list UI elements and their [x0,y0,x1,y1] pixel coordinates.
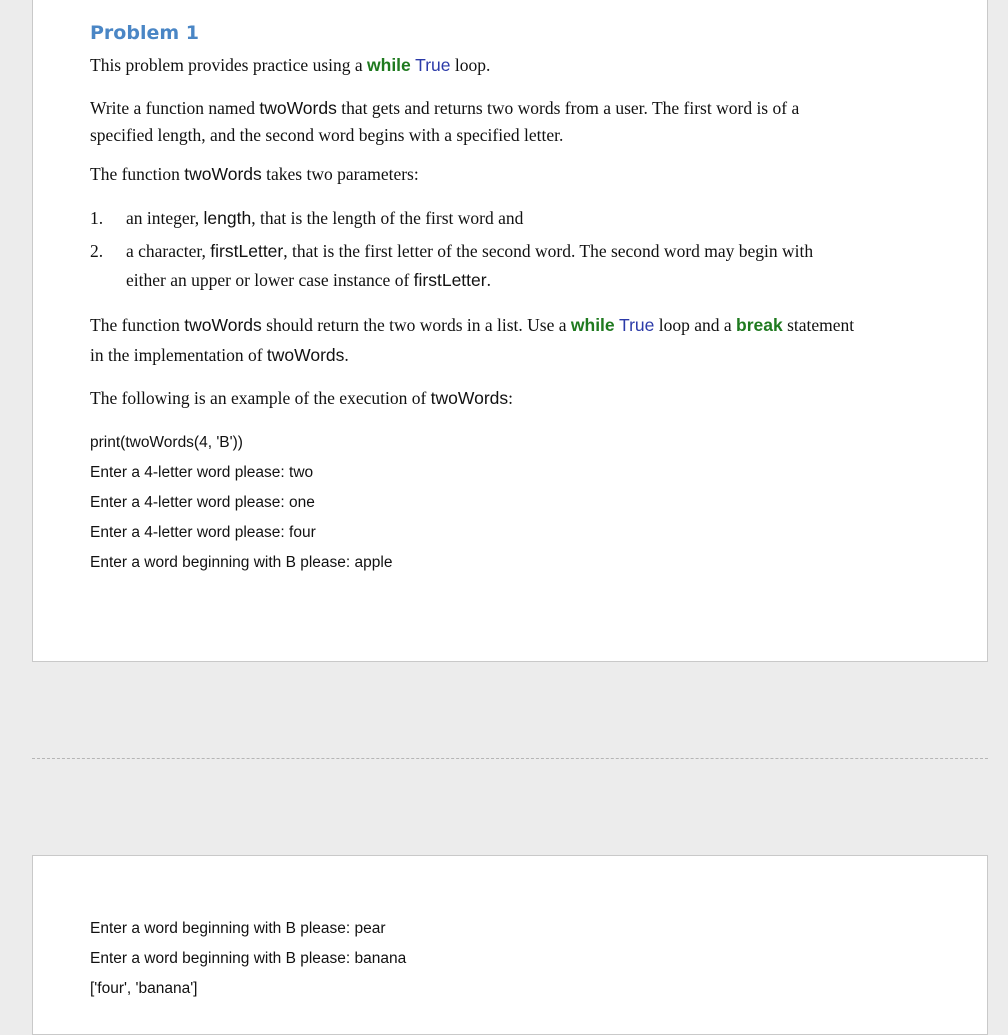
example-intro: The following is an example of the execution of twoWords: [90,388,514,408]
list-number-2: 2. [90,241,104,261]
code-line: Enter a word beginning with B please: banana [90,950,407,967]
return-description-line-1: The function twoWords should return the two words in a list. Use a while True loop and a break statement [90,315,855,335]
function-name: twoWords [184,164,262,184]
function-name: twoWords [266,345,345,365]
return-description-line-2: in the implementation of twoWords. [90,345,349,365]
intro-line: This problem provides practice using a while True loop. [90,55,491,75]
parameters-intro: The function twoWords takes two parameters: [90,164,419,184]
problem-heading: Problem 1 [90,22,199,44]
keyword-while: while [367,55,411,75]
code-line: Enter a 4-letter word please: two [90,464,314,481]
param-firstletter: firstLetter [413,270,487,290]
code-output: ['four', 'banana'] [90,980,198,997]
param-length: length [203,208,252,228]
param-firstletter: firstLetter [210,241,284,261]
description-line-2: specified length, and the second word begins with a specified letter. [90,125,564,145]
description-line-1: Write a function named twoWords that gets and returns two words from a user. The first word is of a [90,98,800,118]
keyword-while: while [570,315,615,335]
list-item-1: an integer, length, that is the length of the first word and [126,208,524,228]
code-line: Enter a 4-letter word please: four [90,524,316,541]
code-line: Enter a word beginning with B please: apple [90,554,393,571]
page-break-divider [32,758,988,759]
function-name: twoWords [259,98,337,118]
list-item-2-continuation: either an upper or lower case instance of firstLetter. [126,270,491,290]
function-name: twoWords [430,388,509,408]
code-line: print(twoWords(4, 'B')) [90,434,243,451]
function-name: twoWords [184,315,262,335]
list-number-1: 1. [90,208,104,228]
list-item-2: a character, firstLetter, that is the first letter of the second word. The second word may begin with [126,241,814,261]
keyword-break: break [736,315,783,335]
keyword-true: True [619,315,655,335]
code-line: Enter a word beginning with B please: pear [90,920,386,937]
code-line: Enter a 4-letter word please: one [90,494,315,511]
keyword-true: True [415,55,451,75]
document-page-2 [32,855,988,1035]
